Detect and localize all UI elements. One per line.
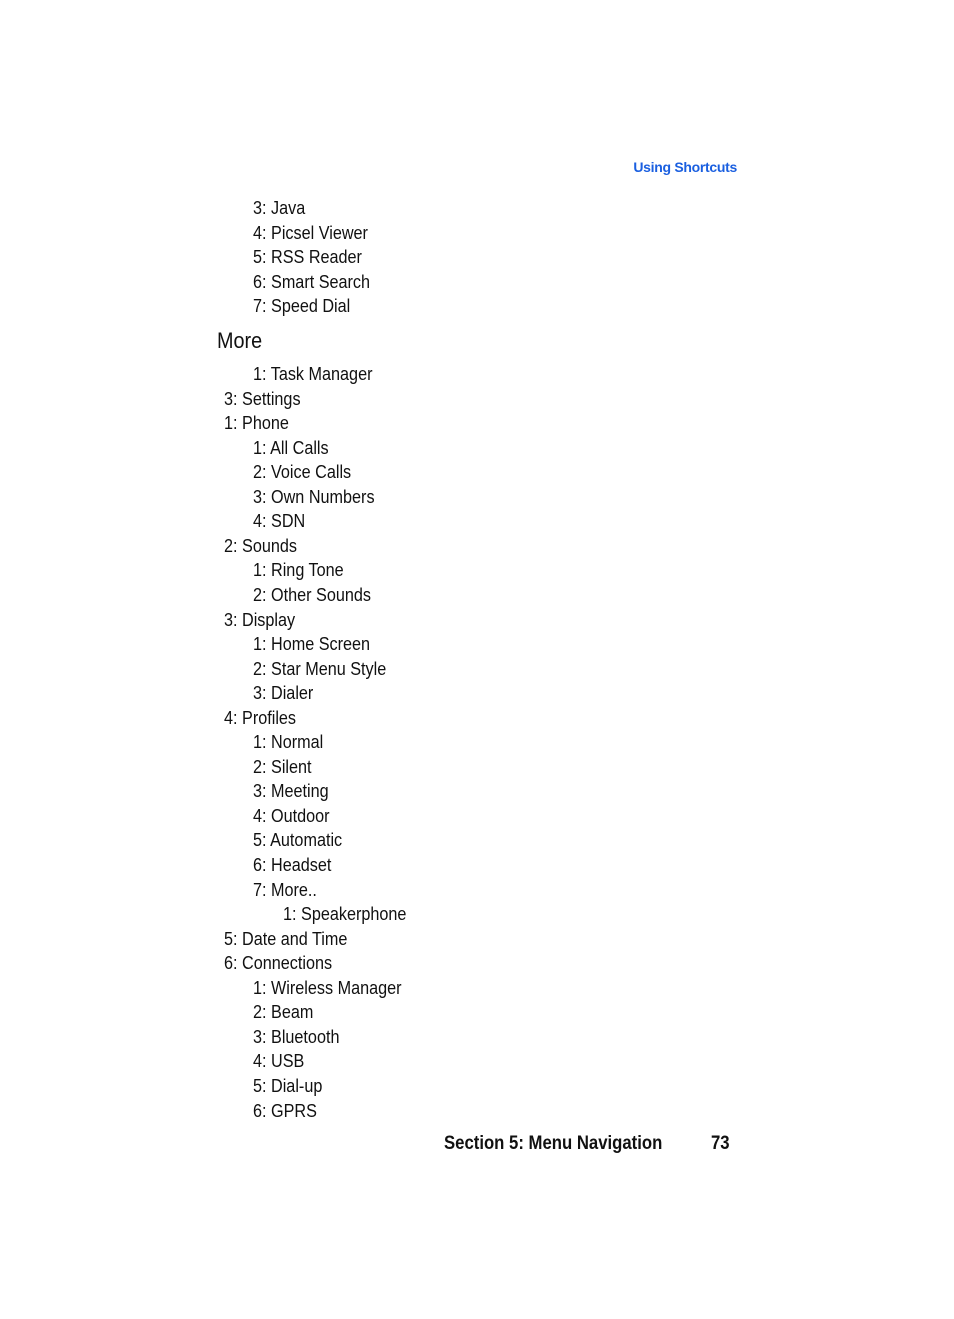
menu-item: 5: Dial-up — [253, 1075, 323, 1096]
menu-item: 3: Meeting — [253, 781, 329, 802]
menu-item: 5: Automatic — [253, 830, 343, 851]
menu-item: 4: Picsel Viewer — [253, 222, 368, 243]
menu-item: 3: Settings — [224, 388, 301, 409]
menu-item: 2: Beam — [253, 1002, 314, 1023]
menu-item: 5: RSS Reader — [253, 247, 362, 268]
menu-item: 3: Java — [253, 198, 306, 218]
menu-item: 1: Ring Tone — [253, 560, 344, 581]
menu-item: 6: Headset — [253, 855, 332, 875]
menu-item: 1: Phone — [224, 413, 289, 434]
menu-item: 2: Other Sounds — [253, 584, 371, 605]
menu-item: 6: GPRS — [253, 1100, 317, 1121]
menu-item: 5: Date and Time — [224, 928, 348, 949]
menu-item: 1: Speakerphone — [283, 904, 407, 925]
menu-item: 3: Own Numbers — [253, 486, 375, 507]
menu-item: 1: Normal — [253, 732, 324, 753]
page-number: 73 — [711, 1133, 730, 1154]
footer-section-title: Section 5: Menu Navigation — [444, 1133, 663, 1154]
menu-item: 4: Profiles — [224, 707, 297, 728]
section-heading: More — [217, 328, 263, 353]
menu-item: 3: Dialer — [253, 683, 314, 704]
menu-item: 3: Bluetooth — [253, 1026, 340, 1047]
menu-item: 1: All Calls — [253, 437, 329, 458]
menu-item: 7: More.. — [253, 879, 317, 900]
menu-item: 2: Sounds — [224, 535, 297, 556]
menu-item: 2: Voice Calls — [253, 462, 352, 483]
menu-item: 6: Smart Search — [253, 271, 371, 292]
menu-item: 7: Speed Dial — [253, 296, 351, 317]
menu-item: 4: USB — [253, 1051, 305, 1072]
menu-item: 4: Outdoor — [253, 805, 330, 826]
menu-item: 2: Silent — [253, 756, 312, 777]
menu-item: 2: Star Menu Style — [253, 658, 387, 679]
running-head: Using Shortcuts — [633, 159, 737, 175]
menu-item: 6: Connections — [224, 953, 333, 974]
menu-item: 4: SDN — [253, 511, 306, 532]
menu-item: 1: Task Manager — [253, 364, 373, 384]
menu-item: 3: Display — [224, 609, 296, 630]
menu-item: 1: Wireless Manager — [253, 977, 402, 998]
menu-item: 1: Home Screen — [253, 634, 371, 655]
